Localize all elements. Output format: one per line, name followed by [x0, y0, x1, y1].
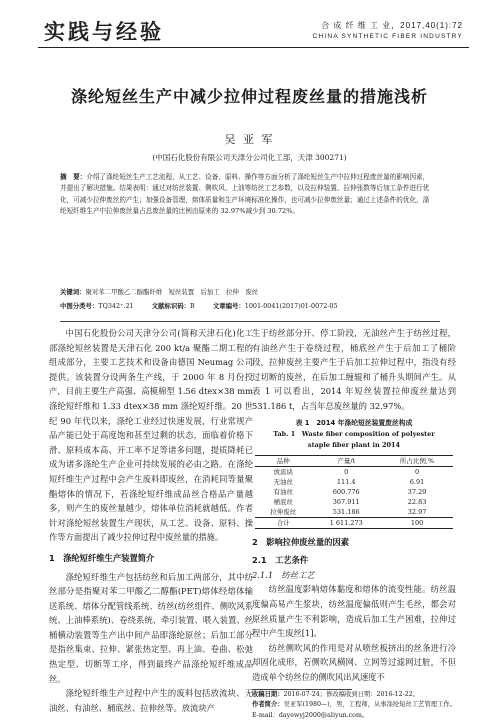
journal-name-cn: 合 成 纤 维 工 业，2017,40(1):72 [321, 21, 463, 30]
right-column [252, 326, 456, 721]
table-cell: 0 [414, 467, 420, 476]
footnote-author-text: 吴亚军(1980—)，男，工程师，从事涤纶短丝工艺管理工作。E-mail：dayewyj2000@aliyun.com。 [252, 701, 456, 719]
keywords-text: 聚对苯二甲酸乙二醇酯纤维 短丝装置 后加工 拉伸 废丝 [85, 288, 259, 296]
doc-code-label: 文献标识码： [151, 302, 191, 310]
table-cell: 531.186 [311, 507, 381, 518]
waste-composition-table [255, 455, 453, 529]
table-row [255, 497, 453, 507]
table-cell: 无油丝 [273, 477, 293, 486]
quench-air-paragraph: 纺丝侧吹风的作用是对从喷丝板挤出的丝条进行冷却固化成形，若侧吹风横网、立网等过滤网过脏，不但造成单个纺丝位的侧吹风出风速度不 [252, 642, 456, 682]
section-1-heading: 1 涤纶短纤维生产装置简介 [49, 552, 155, 563]
keywords-label: 关键词： [60, 288, 86, 296]
table-caption-en-2: staple fiber plant in 2014 [307, 440, 401, 449]
abstract-label: 摘 要： [60, 173, 87, 181]
table-cell: 6.91 [409, 477, 425, 486]
table-cell: 32.97 [381, 507, 453, 518]
table-cell: 367.911 [332, 497, 360, 506]
table-total-row [255, 517, 453, 528]
table-caption-en-1: Tab. 1 Waste fiber composition of polyester [273, 429, 435, 438]
footnote-received [252, 690, 456, 701]
section-1-paragraph: 涤纶短纤维生产包括纺丝和后加工两部分，其中纺丝部分是指聚对苯二甲酸乙二醇酯(PET)熔体经熔体输送系统、熔体分配管线系统、纺丝(纺丝组件、侧吹风系统、上油棒系统)、卷绕系统、牵引装置、喂入装置、丝桶横动装置等生产出中间产品即涤纶原丝；后加工部分是指丝集束、拉伸、紧张热定型、再上油、卷曲、松弛热定型、切断等工序，得到最终产品涤纶短纤维成品丝。 [49, 571, 253, 684]
table-row [255, 487, 453, 497]
table-cell: 拉伸废丝 [255, 507, 311, 518]
table-cell: 100 [381, 517, 453, 528]
author: 吴 亚 军 [224, 133, 275, 146]
table-header-row [255, 455, 453, 466]
table-cell: 有油丝 [273, 487, 293, 496]
footnote-received-label: 收稿日期： [252, 690, 284, 698]
keywords-line [60, 287, 440, 296]
section-2-1-heading: 2.1 工艺条件 [252, 555, 309, 566]
footnote-received-text: 2016-07-24；修改稿收到日期：2016-12-22。 [283, 690, 420, 698]
section-2-1-1-heading: 2.1.1 纺丝工艺 [252, 569, 315, 580]
table-header-cell: 品种 [255, 455, 311, 466]
table-header-cell: 产量/t [311, 455, 381, 466]
table-cell: 37.29 [407, 487, 427, 496]
left-column [49, 326, 253, 715]
table-row [255, 477, 453, 487]
table-header-cell: 所占比例,% [381, 455, 453, 466]
abstract [60, 172, 432, 217]
section-2-heading: 2 影响拉伸废丝量的因素 [252, 536, 350, 547]
clc-label: 中图分类号： [60, 302, 99, 310]
footnote-author [252, 700, 456, 721]
journal-name-en: CHINA SYNTHETIC FIBER INDUSTRY [312, 33, 463, 40]
table-cell: 1 611.273 [311, 517, 381, 528]
table-caption-cn: 表 1 2014 年涤纶短丝装置废丝构成 [295, 418, 413, 427]
table-row [255, 466, 453, 477]
abstract-text: 介绍了涤纶短丝生产工艺流程，从工艺、设备、原料、操作等方面分析了涤纶短丝生产中拉伸过程废丝量的影响因素，并提出了解决措施。结果表明：通过对纺丝装置、侧吹风、上油等纺丝工艺参数，以及拉伸装置、拉伸张数等后加工条件进行优化，可减少拉伸废丝的产生；加强设备管理，熔体质量和生产环境标准化操作，也可减少拉伸废丝量；通过上述条件的优化，涤纶短纤维生产中拉伸废丝量占总废丝量的比例由原来的 32.97%减少到 30.72%。 [60, 173, 430, 215]
footnote-author-label: 作者简介： [252, 701, 284, 708]
article-no-label: 文章编号： [212, 302, 245, 310]
journal-info [313, 20, 463, 40]
section-1-paragraph-2: 涤纶短纤维生产过程中产生的废料包括放流块、无油丝、有油丝、桶底丝、拉伸丝等。放流块产 [49, 688, 253, 713]
continued-paragraph: 生于纺丝部分开、停工阶段，无油丝产生于纺丝过程，有油丝产生于卷绕过程，桶底丝产生于后加工了桶阶段，拉伸废丝主要产生于后加工拉伸过程中，指没有经过切断的废丝，在后加工缠辊和了桶升头期间产生。从表 1 可以看出，2014 年短丝装置拉伸废丝量达到 531.186 t，占当年总废丝量的 32.97%。 [252, 328, 456, 411]
doc-code-value: B [190, 302, 195, 310]
header-rule [38, 47, 469, 48]
table-cell: 111.4 [336, 477, 356, 486]
article-no-value: 1001-0041(2017)01-0072-05 [244, 302, 338, 310]
table-cell: 桶底丝 [273, 497, 293, 506]
affiliation: (中国石化股份有限公司天津分公司化工部，天津 300271) [152, 153, 347, 162]
spinning-temp-paragraph: 纺丝温度影响熔体黏度和熔体的流变性能。纺丝温度偏高易产生浆块，纺丝温度偏低则产生毛丝，都会对原丝质量产生不利影响，造成后加工生产困难，拉伸过程中产生废丝[1]。 [252, 584, 456, 639]
classification-line [60, 301, 440, 310]
table-cell: 合计 [255, 517, 311, 528]
table-row [255, 507, 453, 518]
table-cell: 600.776 [332, 487, 360, 496]
intro-paragraph: 中国石化股份公司天津分公司(简称天津石化)化工部涤纶短丝装置是天津石化 200 kt/a 聚酯二期工程的组成部分，主要工艺技术和设备由德国 Neumag 公司提供。该装置分设两条生产线，于 2000 年 8 月份投产，目前主要生产高强、高模棉型 1.56 dtex×38 mm 涤纶短纤维和 1.33 dtex×38 mm 涤纶短纤维。20 世纪 90 年代以来，涤纶工业经过快速发展，行业常规产品产能已处于高度饱和甚至过剩的状态，面临着价格下滑、原料成本高、开工率不足等诸多问题，提质降耗已成为诸多涤纶生产企业可持续发展的必由之路。在涤纶短纤维生产过程中会产生废料即废丝，在消耗同等量聚酯熔体的情况下，若涤纶短纤维成品丝合格品产量越多，则产生的废丝量越少，熔体单位消耗就越低。作者针对涤纶短丝装置生产现状，从工艺、设备、原料、操作等方面提出了减少拉伸过程中废丝量的措施。 [49, 328, 253, 543]
clc-value: TQ342⁺.21 [98, 302, 134, 310]
table-cell: 22.83 [407, 497, 427, 506]
paper-title: 涤纶短丝生产中减少拉伸过程废丝量的措施浅析 [70, 87, 428, 106]
table-cell: 0 [344, 467, 349, 476]
table-cell: 放流块 [273, 467, 293, 476]
column-header: 实践与经验 [44, 19, 164, 44]
body-rule [60, 321, 440, 322]
